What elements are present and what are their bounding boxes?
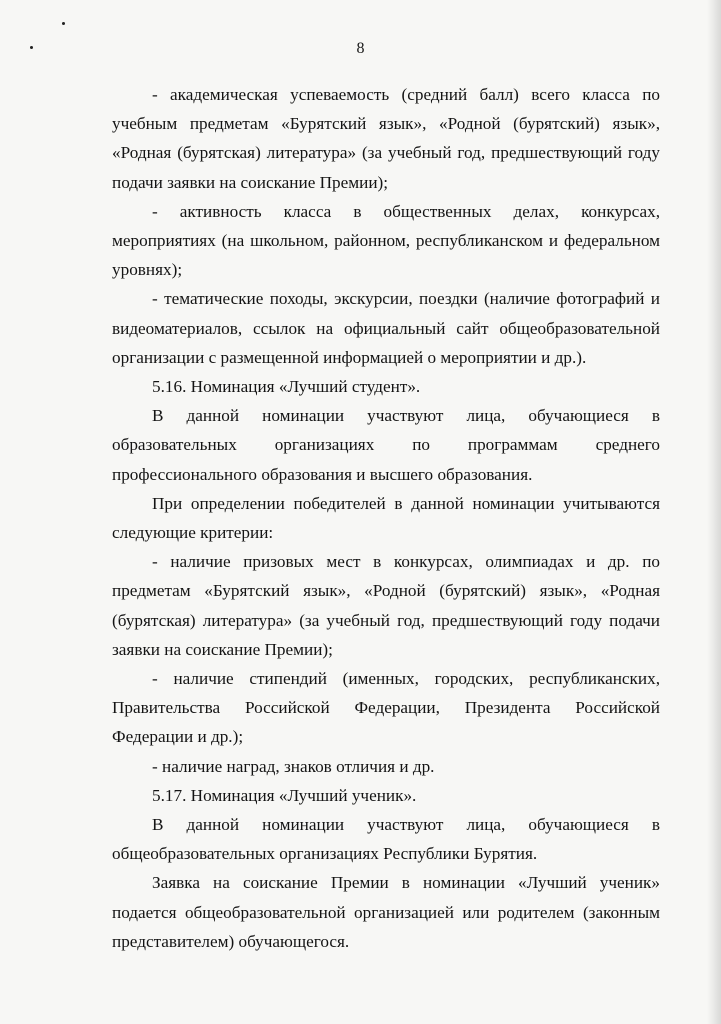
paragraph: - наличие наград, знаков отличия и др. [152,756,435,776]
document-body [112,80,660,956]
page-number: 8 [356,40,365,57]
section-heading: 5.17. Номинация «Лучший ученик». [152,785,417,805]
paragraph: Заявка на соискание Премии в номинации «Лучший ученик» подается общеобразовательной организацией или родителем (законным представителем) обучающегося. [112,873,660,951]
paragraph: - наличие призовых мест в конкурсах, олимпиадах и др. по предметам «Бурятский язык», «Родной (бурятский) язык», «Родная (бурятская) литература» (за учебный год, предшествующий году подачи заявки на соискание Премии); [112,552,660,659]
scan-edge-shadow [707,0,721,1024]
paragraph: - наличие стипендий (именных, городских, республиканских, Правительства Российской Федерации, Президента Российской Федерации и др.); [112,669,660,747]
paragraph: При определении победителей в данной номинации учитываются следующие критерии: [112,493,660,543]
paragraph: В данной номинации участвуют лица, обучающиеся в общеобразовательных организациях Республики Бурятия. [112,815,660,864]
scan-speck [62,22,65,25]
paragraph: - тематические походы, экскурсии, поездки (наличие фотографий и видеоматериалов, ссылок на официальный сайт общеобразовательной организации с размещенной информацией о мероприятии и др.). [112,289,660,367]
paragraph: - активность класса в общественных делах, конкурсах, мероприятиях (на школьном, районном, республиканском и федеральном уровнях); [112,201,660,280]
paragraph: - академическая успеваемость (средний балл) всего класса по учебным предметам «Бурятский язык», «Родной (бурятский) язык», «Родная (бурятская) литература» (за учебный год, предшествующий году подачи заявки на соискание Премии); [112,85,660,192]
section-heading: 5.16. Номинация «Лучший студент». [152,377,421,397]
paragraph: В данной номинации участвуют лица, обучающиеся в образовательных организациях по программам среднего профессионального образования и высшего образования. [112,406,660,484]
